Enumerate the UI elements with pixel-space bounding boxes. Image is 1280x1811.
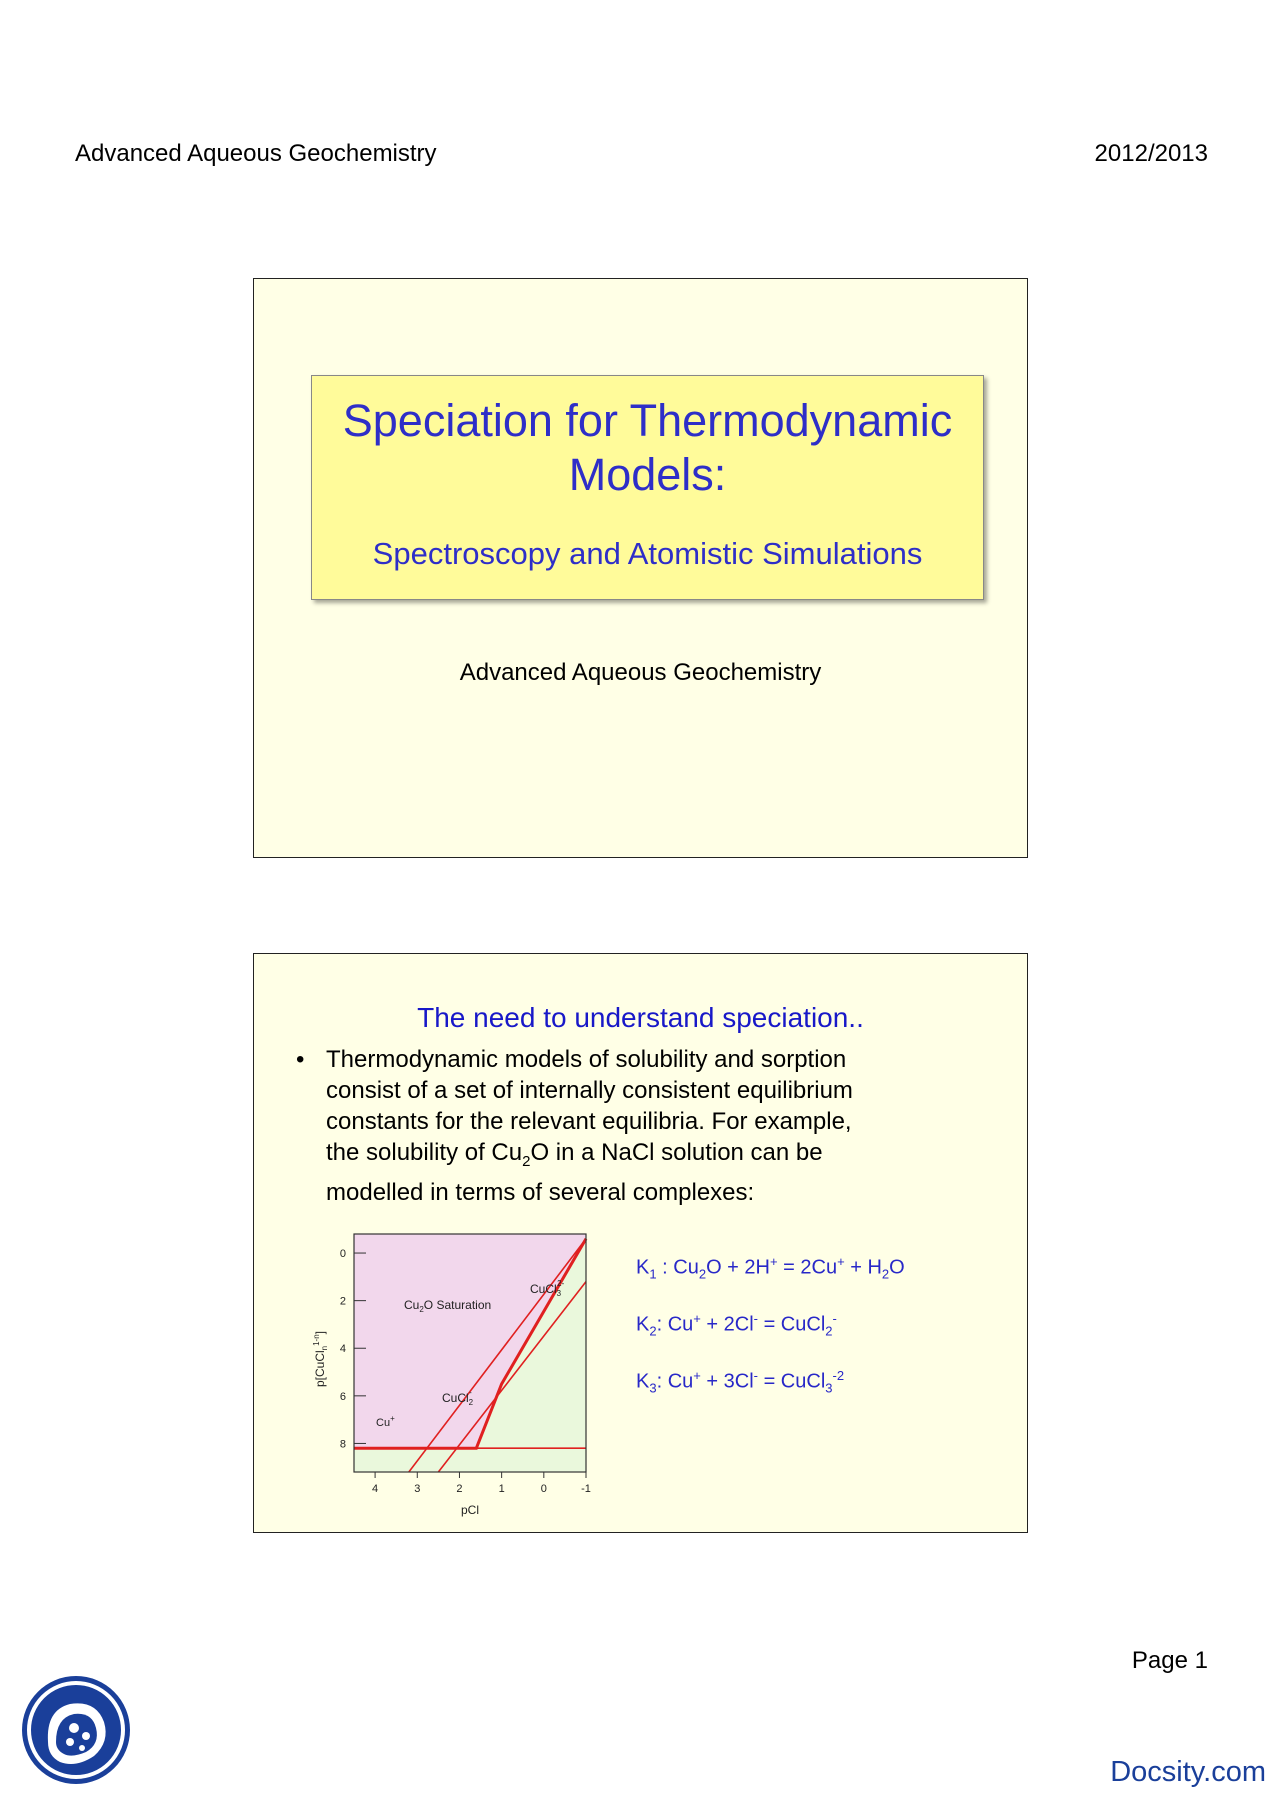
- label-cucl2: CuCl$_2$-: [442, 1388, 474, 1407]
- bullet-line: constants for the relevant equilibria. For example,: [326, 1108, 852, 1135]
- x-tick-label: -1: [581, 1483, 591, 1495]
- slide-subtitle: Spectroscopy and Atomistic Simulations: [372, 536, 923, 571]
- chart-svg: [284, 1222, 604, 1522]
- bullet-line: the solubility of $Cu_2O$ in a NaCl solution can be: [326, 1139, 823, 1170]
- x-tick-label: 0: [540, 1483, 547, 1495]
- y-tick-label: 6: [339, 1390, 346, 1403]
- slide-title-text: [312, 394, 983, 502]
- title-line2: Models:: [568, 449, 727, 500]
- bullet-line: Thermodynamic models of solubility and sorption: [326, 1046, 847, 1073]
- slide-speciation: [253, 953, 1028, 1533]
- label-cucl3: CuCl$_3$2-: [530, 1279, 565, 1298]
- docsity-brand-link[interactable]: Docsity.com: [1110, 1756, 1266, 1788]
- x-tick-label: 1: [498, 1483, 505, 1495]
- x-tick-label: 4: [372, 1483, 379, 1495]
- bullet-text: [326, 1044, 946, 1208]
- equation-k3: $K_3$: Cu+ + 3Cl- = CuCl$_3^{-2}$: [636, 1368, 845, 1396]
- page-number: Page 1: [1131, 1647, 1208, 1674]
- y-tick-label: 8: [339, 1438, 346, 1451]
- header-year: 2012/2013: [1094, 140, 1208, 167]
- y-tick-label: 4: [339, 1343, 346, 1356]
- slide-title: [253, 278, 1028, 858]
- header-course: Advanced Aqueous Geochemistry: [75, 140, 437, 167]
- x-tick-label: 3: [414, 1483, 421, 1495]
- label-saturation: $Cu_2O$ Saturation: [404, 1298, 492, 1314]
- slide-course-name: Advanced Aqueous Geochemistry: [459, 659, 822, 686]
- equation-k1: $K_1$ : $Cu_2O + 2H^+ = 2Cu^+ + H_2O$: [636, 1254, 905, 1282]
- title-line1: Speciation for Thermodynamic: [342, 395, 953, 446]
- speciation-chart: [284, 1222, 604, 1522]
- x-tick-label: 2: [456, 1483, 463, 1495]
- label-cu: Cu+: [376, 1414, 395, 1429]
- y-tick-label: 2: [339, 1295, 346, 1308]
- equation-k2: $K_2$: Cu+ + 2Cl- = CuCl$_2$-: [636, 1311, 837, 1339]
- bullet-marker: •: [296, 1046, 305, 1073]
- y-tick-label: 0: [339, 1248, 346, 1261]
- x-axis-label: pCl: [460, 1503, 480, 1517]
- y-axis-label: p[CuCl$_n^{1-n}$]: [312, 1330, 329, 1388]
- docsity-logo-icon[interactable]: [18, 1672, 134, 1788]
- slide-heading: The need to understand speciation..: [417, 1002, 864, 1033]
- title-box: [311, 375, 984, 600]
- bullet-line: consist of a set of internally consistent equilibrium: [326, 1077, 853, 1104]
- bullet-line: modelled in terms of several complexes:: [326, 1178, 755, 1206]
